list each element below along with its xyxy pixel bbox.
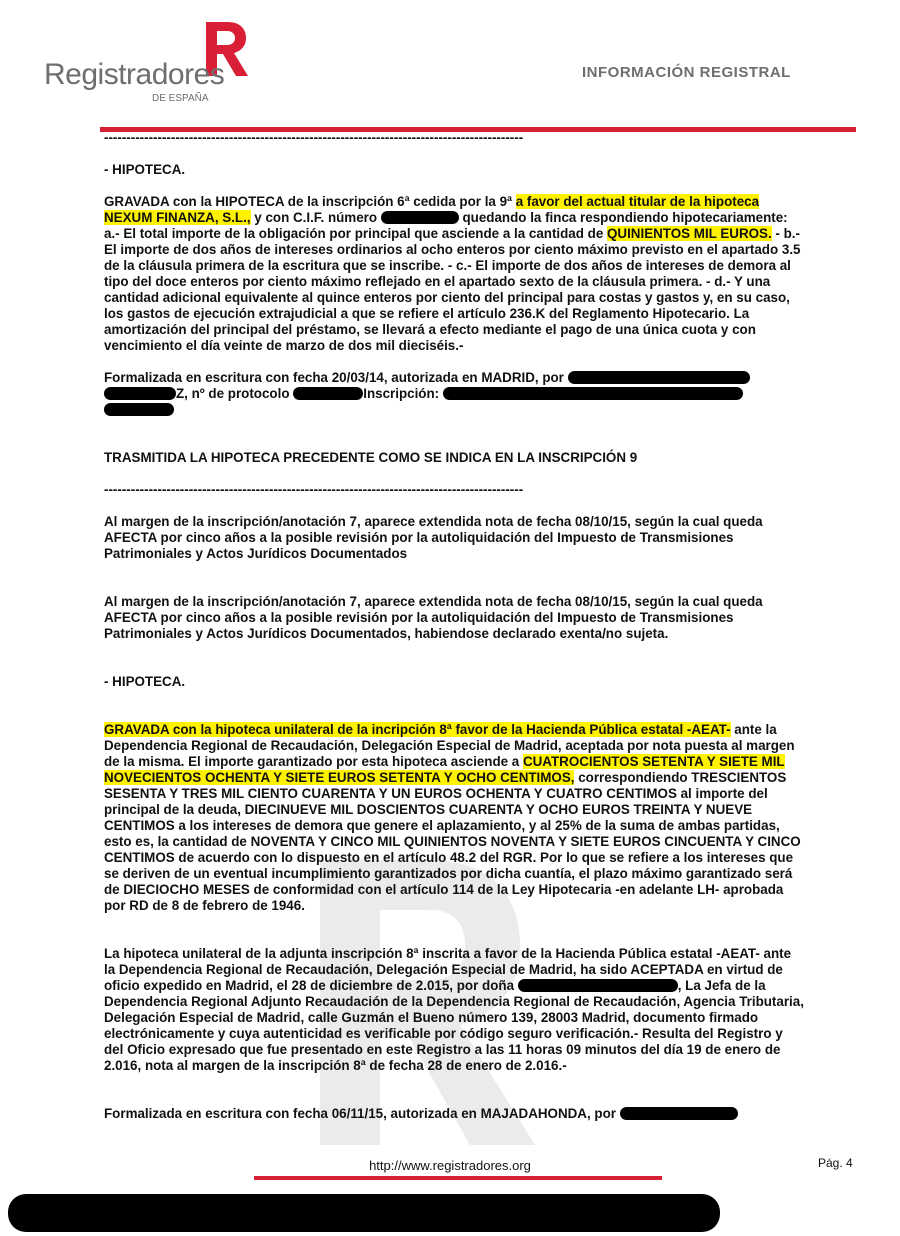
redaction [518,979,678,992]
paragraph-formalizada-2: Formalizada en escritura con fecha 06/11/15, autorizada en MAJADAHONDA, por [104,1106,804,1122]
section-heading: - HIPOTECA. [104,162,186,177]
redaction [443,387,743,400]
paragraph-nota-margen-2: Al margen de la inscripción/anotación 7, aparece extendida nota de fecha 08/10/15, según la cual queda AFECTA por cinco años a la posible revisión por la autoliquidación del Impuesto de Transmisiones Patrimoniales y Actos Jurídicos Documentados, habiendose declarado exenta/no sujeta. [104,594,763,641]
brand-name: Registradores [44,58,225,91]
redaction [8,1194,720,1232]
highlight-amount: CUATROCIENTOS SETENTA Y SIETE MIL NOVECIENTOS OCHENTA Y SIETE EUROS SETENTA Y OCHO CENTIMOS, [104,754,785,785]
paragraph-trasmitida: TRASMITIDA LA HIPOTECA PRECEDENTE COMO SE INDICA EN LA INSCRIPCIÓN 9 [104,450,638,465]
paragraph-hipoteca-2: GRAVADA con la hipoteca unilateral de la incripción 8ª favor de la Hacienda Pública estatal -AEAT- ante la Dependencia Regional de Recaudación, Delegación Especial de Madrid, aceptada por nota puesta al margen de la misma. El importe garantizado por esta hipoteca asciende a CUATROCIENTOS SETENTA Y SIETE MIL NOVECIENTOS OCHENTA Y SIETE EUROS SETENTA Y OCHO CENTIMOS, correspondiendo TRESCIENTOS SESENTA Y TRES MIL CIENTO CUARENTA Y UN EUROS OCHENTA Y CUATRO CENTIMOS al importe del principal de la deuda, DIECINUEVE MIL DOSCIENTOS CUARENTA Y OCHO EUROS TREINTA Y NUEVE CENTIMOS a los intereses de demora que genere el aplazamiento, y al 25% de la suma de ambas partidas, esto es, la cantidad de NOVENTA Y CINCO MIL QUINIENTOS NOVENTA Y SIETE EUROS CINCUENTA Y CINCO CENTIMOS de acuerdo con lo dispuesto en el artículo 48.2 del RGR. Por lo que se refiere a los intereses que se deriven de un eventual incumplimiento garantizados por dicha cuantía, el plazo máximo garantizado será de DIECIOCHO MESES de conformidad con el artículo 114 de la Ley Hipotecaria -en adelante LH- aprobada por RD de 8 de febrero de 1946. [104,722,801,913]
footer-website-link[interactable]: http://www.registradores.org [369,1158,531,1173]
page-number: Pág. 4 [818,1156,853,1170]
redaction [620,1107,738,1120]
redaction [104,387,176,400]
highlight-titular: a favor del actual titular de la hipoteca NEXUM FINANZA, S.L., [104,194,760,225]
redaction [568,371,750,384]
section-heading: - HIPOTECA. [104,674,186,689]
header-title: INFORMACIÓN REGISTRAL [582,64,791,81]
document-body [104,130,804,1122]
paragraph-formalizada-1: Formalizada en escritura con fecha 20/03/14, autorizada en MADRID, por Z, nº de protocolo Inscripción: [104,370,804,418]
page-header [0,0,900,135]
separator-line: ---------------------------------------------------------------------------------------------- [104,482,524,497]
highlight-amount: QUINIENTOS MIL EUROS. [607,226,772,241]
footer-divider [254,1176,662,1180]
separator-line: ---------------------------------------------------------------------------------------------- [104,130,524,145]
redaction [293,387,363,400]
paragraph-hipoteca-1: GRAVADA con la HIPOTECA de la inscripción 6ª cedida por la 9ª a favor del actual titular de la hipoteca NEXUM FINANZA, S.L., y con C.I.F. número quedando la finca respondiendo hipotecariamente: a.- El total importe de la obligación por principal que asciende a la cantidad de QUINIENTOS MIL EUROS. - b.- El importe de dos años de intereses ordinarios al ocho enteros por ciento máximo previsto en el apartado 3.5 de la cláusula primera de la escritura que se inscribe. - c.- El importe de dos años de intereses de demora al tipo del doce enteros por ciento máximo reflejado en el apartado sexto de la cláusula primera. - d.- Y una cantidad adicional equivalente al quince enteros por ciento del principal para costas y gastos y, en su caso, los gastos de ejecución extrajudicial a que se refiere el artículo 236.K del Reglamento Hipotecario. La amortización del principal del préstamo, se llevará a efecto mediante el pago de una única cuota y con vencimiento el día veinte de marzo de dos mil dieciséis.- [104,194,801,353]
redaction [381,211,459,224]
highlight-aeat: GRAVADA con la hipoteca unilateral de la incripción 8ª favor de la Hacienda Pública estatal -AEAT- [104,722,731,737]
redaction [104,403,174,416]
paragraph-aceptada: La hipoteca unilateral de la adjunta inscripción 8ª inscrita a favor de la Hacienda Pública estatal -AEAT- ante la Dependencia Regional de Recaudación, Delegación Especial de Madrid, ha sido ACEPTADA en virtud de oficio expedido en Madrid, el 28 de diciembre de 2.015, por doña , La Jefa de la Dependencia Regional Adjunto Recaudación de la Dependencia Regional de Recaudación, Agencia Tributaria, Delegación Especial de Madrid, calle Guzmán el Bueno número 139, 28003 Madrid, documento firmado electrónicamente y cuya autenticidad es verificable por código seguro verificación.- Resulta del Registro y del Oficio expresado que fue presentado en este Registro a las 11 horas 09 minutos del día 19 de enero de 2.016, nota al margen de la inscripción 8ª de fecha 28 de enero de 2.016.- [104,946,804,1073]
paragraph-nota-margen-1: Al margen de la inscripción/anotación 7, aparece extendida nota de fecha 08/10/15, según la cual queda AFECTA por cinco años a la posible revisión por la autoliquidación del Impuesto de Transmisiones Patrimoniales y Actos Jurídicos Documentados [104,514,763,561]
brand-subtitle: DE ESPAÑA [152,93,209,104]
